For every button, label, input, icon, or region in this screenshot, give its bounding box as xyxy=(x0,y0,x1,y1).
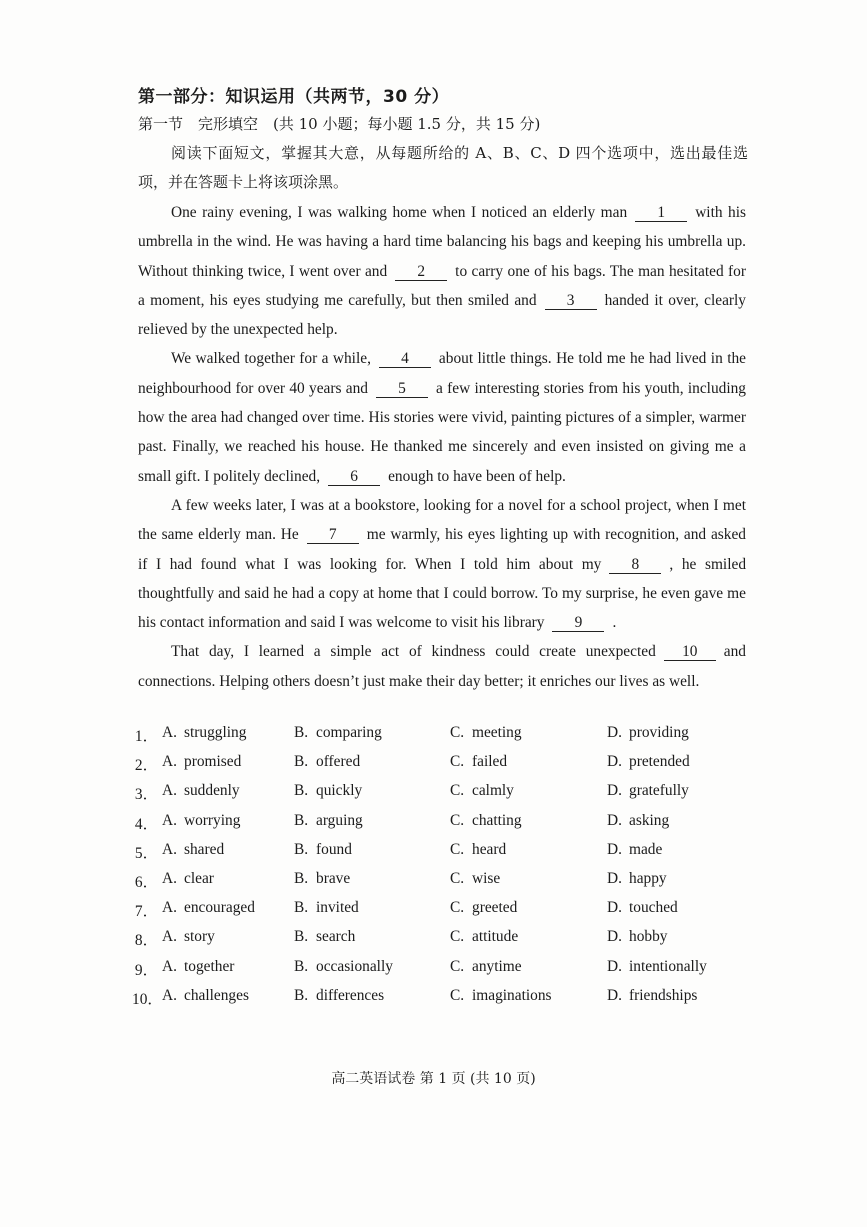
option-text: anytime xyxy=(472,957,522,975)
option-text: search xyxy=(316,928,356,946)
option-text: quickly xyxy=(316,782,363,800)
option-letter: A. xyxy=(162,986,177,1004)
passage-paragraph-3 xyxy=(138,491,746,637)
option-c xyxy=(450,987,552,1005)
option-letter: C. xyxy=(450,899,465,917)
blank-10: 10 xyxy=(664,643,716,661)
question-number: 9． xyxy=(134,961,158,979)
option-d xyxy=(607,724,689,742)
option-text: happy xyxy=(629,869,667,887)
passage-text: . xyxy=(612,614,617,632)
option-a xyxy=(162,987,249,1005)
option-letter: D. xyxy=(607,899,622,917)
passage-text: and connections. Helping others doesn’t just make their day better; it enriches our lives as well. xyxy=(138,643,746,690)
option-d xyxy=(607,899,678,917)
option-letter: D. xyxy=(607,840,622,858)
question-number: 1． xyxy=(134,728,158,745)
option-c xyxy=(450,958,522,976)
option-text: challenges xyxy=(184,986,249,1004)
option-c xyxy=(450,724,522,742)
option-text: asking xyxy=(629,811,670,829)
question-number: 5． xyxy=(134,844,158,862)
blank-4: 4 xyxy=(379,350,431,368)
option-c xyxy=(450,753,507,771)
option-letter: B. xyxy=(294,782,309,800)
option-d xyxy=(607,928,667,946)
option-text: story xyxy=(184,928,215,946)
question-number: 7． xyxy=(134,903,158,921)
blank-8: 8 xyxy=(609,556,661,574)
option-text: promised xyxy=(184,753,242,771)
option-text: failed xyxy=(472,753,508,771)
option-letter: B. xyxy=(294,957,309,975)
passage-text: That day, I learned a simple act of kindness could create unexpected xyxy=(171,643,656,661)
passage-text: A few weeks later, I was at a bookstore, looking for a novel for a school project, when I met the same elderly man. He xyxy=(138,496,746,544)
option-text: shared xyxy=(184,840,225,858)
option-row xyxy=(132,782,752,811)
option-letter: A. xyxy=(162,899,177,917)
option-d xyxy=(607,841,662,859)
question-number: 8． xyxy=(134,932,158,950)
option-letter: A. xyxy=(162,928,177,946)
blank-1: 1 xyxy=(635,204,687,222)
option-row xyxy=(132,841,752,870)
option-text: occasionally xyxy=(316,957,393,975)
option-letter: C. xyxy=(450,957,465,975)
passage-paragraph-1 xyxy=(138,198,746,344)
option-a xyxy=(162,724,246,742)
question-number: 4． xyxy=(134,815,158,833)
option-text: offered xyxy=(316,753,361,771)
option-text: hobby xyxy=(629,928,668,946)
option-text: intentionally xyxy=(629,957,707,975)
option-a xyxy=(162,958,234,976)
option-letter: A. xyxy=(162,782,177,800)
option-text: differences xyxy=(316,986,385,1004)
option-letter: B. xyxy=(294,928,309,946)
passage-paragraph-4 xyxy=(138,637,746,696)
passage-text: enough to have been of help. xyxy=(388,467,566,485)
option-letter: D. xyxy=(607,753,622,771)
option-d xyxy=(607,870,667,888)
option-text: pretended xyxy=(629,753,690,771)
option-text: worrying xyxy=(184,811,241,829)
option-b xyxy=(294,928,355,946)
option-text: wise xyxy=(472,869,501,887)
option-text: imaginations xyxy=(472,986,552,1004)
blank-7: 7 xyxy=(307,526,359,544)
option-c xyxy=(450,870,500,888)
option-text: struggling xyxy=(184,724,247,741)
option-b xyxy=(294,753,360,771)
option-letter: C. xyxy=(450,986,465,1004)
passage-text: We walked together for a while, xyxy=(171,350,371,368)
option-text: encouraged xyxy=(184,899,255,917)
option-letter: A. xyxy=(162,869,177,887)
option-letter: D. xyxy=(607,928,622,946)
option-letter: C. xyxy=(450,928,465,946)
option-d xyxy=(607,987,697,1005)
option-text: invited xyxy=(316,899,359,917)
option-letter: B. xyxy=(294,986,309,1004)
option-letter: A. xyxy=(162,811,177,829)
option-letter: A. xyxy=(162,840,177,858)
option-a xyxy=(162,753,241,771)
option-b xyxy=(294,841,352,859)
blank-6: 6 xyxy=(328,468,380,486)
option-letter: B. xyxy=(294,899,309,917)
option-letter: A. xyxy=(162,957,177,975)
option-b xyxy=(294,899,359,917)
blank-2: 2 xyxy=(395,263,447,281)
option-text: arguing xyxy=(316,811,363,829)
option-c xyxy=(450,899,517,917)
passage-text: about little things. He told me he had lived in the neighbourhood for over 40 years and xyxy=(138,350,746,397)
option-b xyxy=(294,724,382,742)
page-footer: 高二英语试卷 第 1 页 (共 10 页) xyxy=(331,1071,536,1087)
option-letter: B. xyxy=(294,724,309,741)
passage-text: a few interesting stories from his youth, including how the area had changed over time. His stories were vivid, painting pictures of a simpler, warmer past. Finally, we reached his house. He thanked me sincerely and even insisted on giving me a small gift. I politely declined, xyxy=(138,379,746,485)
option-letter: D. xyxy=(607,957,622,975)
part-title: 第一部分：知识运用（共两节，30 分） xyxy=(138,87,450,107)
question-number: 6． xyxy=(134,873,158,891)
option-text: meeting xyxy=(472,724,522,741)
option-row xyxy=(132,958,752,987)
option-c xyxy=(450,782,514,800)
option-row xyxy=(132,812,752,841)
option-row xyxy=(132,753,752,782)
passage-paragraph-2 xyxy=(138,344,746,490)
option-a xyxy=(162,782,240,800)
option-d xyxy=(607,753,690,771)
option-letter: C. xyxy=(450,869,465,887)
option-c xyxy=(450,841,506,859)
option-c xyxy=(450,812,522,830)
option-letter: A. xyxy=(162,724,177,741)
blank-5: 5 xyxy=(376,380,428,398)
option-text: made xyxy=(629,840,663,858)
option-a xyxy=(162,899,255,917)
option-letter: D. xyxy=(607,811,622,829)
option-letter: C. xyxy=(450,724,465,741)
option-text: clear xyxy=(184,869,214,887)
option-letter: B. xyxy=(294,753,309,771)
option-text: brave xyxy=(316,869,351,887)
option-text: attitude xyxy=(472,928,519,946)
option-letter: B. xyxy=(294,840,309,858)
option-b xyxy=(294,782,362,800)
option-row xyxy=(132,987,752,1016)
question-number: 3． xyxy=(134,786,158,804)
section-title: 第一节 完形填空 (共 10 小题；每小题 1.5 分，共 15 分) xyxy=(138,115,541,133)
option-d xyxy=(607,958,707,976)
option-row xyxy=(132,928,752,957)
option-b xyxy=(294,812,363,830)
option-text: chatting xyxy=(472,811,522,829)
passage-text: with his umbrella in the wind. He was having a hard time balancing his bags and keeping his umbrella up. Without thinking twice, I went over and xyxy=(138,204,747,280)
option-a xyxy=(162,841,224,859)
option-text: together xyxy=(184,957,235,975)
option-letter: B. xyxy=(294,869,309,887)
option-letter: C. xyxy=(450,840,465,858)
passage-text: to carry one of his bags. The man hesitated for a moment, his eyes studying me carefully, but then smiled and xyxy=(138,262,746,309)
option-letter: C. xyxy=(450,753,465,771)
instructions: 阅读下面短文，掌握其大意，从每题所给的 A、B、C、D 四个选项中，选出最佳选项，并在答题卡上将该项涂黑。 xyxy=(138,144,748,191)
option-text: gratefully xyxy=(629,782,689,800)
option-a xyxy=(162,870,214,888)
option-letter: B. xyxy=(294,811,309,829)
option-d xyxy=(607,782,689,800)
option-b xyxy=(294,987,384,1005)
answer-options xyxy=(132,724,752,1016)
option-letter: A. xyxy=(162,753,177,771)
option-c xyxy=(450,928,518,946)
option-row xyxy=(132,899,752,928)
option-text: heard xyxy=(472,840,507,858)
option-letter: C. xyxy=(450,782,465,800)
option-row xyxy=(132,870,752,899)
option-letter: D. xyxy=(607,986,622,1004)
passage-text: handed it over, clearly relieved by the unexpected help. xyxy=(138,291,747,339)
blank-3: 3 xyxy=(545,292,597,310)
option-text: comparing xyxy=(316,724,382,741)
passage-text: me warmly, his eyes lighting up with recognition, and asked if I had found what I was looking for. When I told him about my xyxy=(138,526,746,573)
option-letter: D. xyxy=(607,782,622,800)
option-text: greeted xyxy=(472,899,518,917)
option-b xyxy=(294,958,393,976)
question-number: 2． xyxy=(134,757,158,775)
option-text: found xyxy=(316,840,352,858)
passage-text: , he smiled thoughtfully and said he had a copy at home that I could borrow. To my surprise, he even gave me his contact information and said I was welcome to visit his library xyxy=(138,555,747,632)
option-text: providing xyxy=(629,724,689,741)
option-letter: D. xyxy=(607,869,622,887)
question-number: 10． xyxy=(132,990,163,1008)
option-letter: C. xyxy=(450,811,465,829)
option-a xyxy=(162,812,240,830)
option-letter: D. xyxy=(607,724,622,741)
passage-text: One rainy evening, I was walking home when I noticed an elderly man xyxy=(171,204,628,221)
option-text: touched xyxy=(629,899,678,917)
cloze-passage xyxy=(138,198,746,696)
option-b xyxy=(294,870,350,888)
option-text: suddenly xyxy=(184,782,240,800)
blank-9: 9 xyxy=(552,614,604,632)
option-text: friendships xyxy=(629,986,698,1004)
option-row xyxy=(132,724,752,753)
option-d xyxy=(607,812,669,830)
option-text: calmly xyxy=(472,782,514,800)
option-a xyxy=(162,928,215,946)
